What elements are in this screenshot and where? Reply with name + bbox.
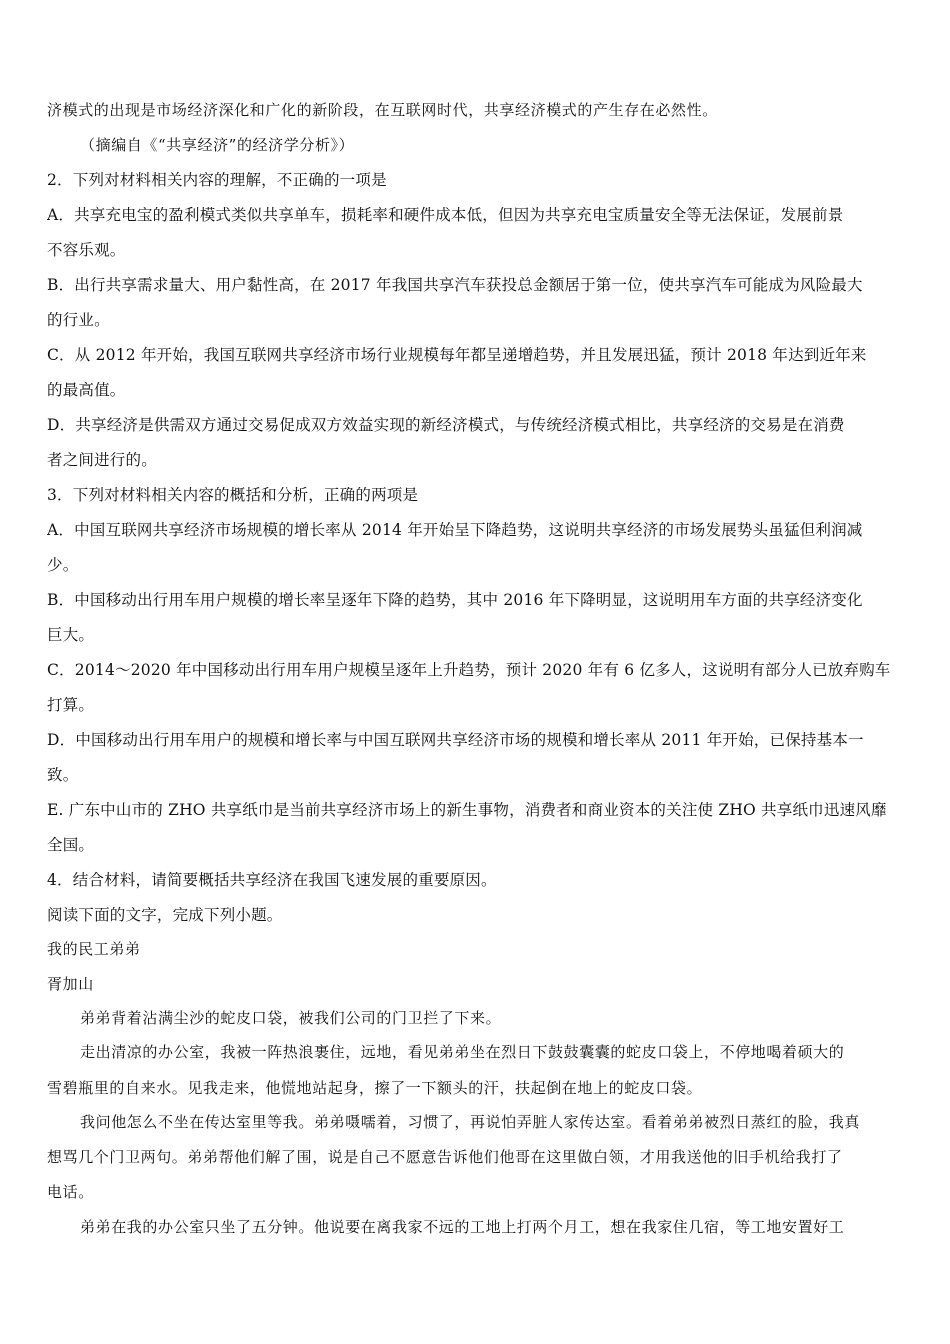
story-author: 胥加山 (47, 975, 94, 993)
q2-option-c: C．从 2012 年开始，我国互联网共享经济市场行业规模每年都呈递增趋势，并且发展迅猛，预计 2018 年达到近年来 (47, 346, 867, 364)
source-citation: （摘编自《“共享经济”的经济学分析》） (80, 136, 355, 154)
q3-option-a: A．中国互联网共享经济市场规模的增长率从 2014 年开始呈下降趋势，这说明共享经济的市场发展势头虽猛但利润减 (47, 521, 863, 539)
q3-option-d-cont: 致。 (47, 766, 79, 784)
question-2-stem: 2．下列对材料相关内容的理解，不正确的一项是 (47, 171, 387, 189)
q3-option-e-cont: 全国。 (47, 836, 95, 854)
q2-option-c-cont: 的最高值。 (47, 381, 126, 399)
story-title: 我的民工弟弟 (47, 940, 141, 958)
q2-option-d-cont: 者之间进行的。 (47, 451, 157, 469)
story-paragraph-cont: 电话。 (47, 1183, 94, 1201)
q3-option-d: D．中国移动出行用车用户的规模和增长率与中国互联网共享经济市场的规模和增长率从 2011 年开始，已保持基本一 (47, 731, 864, 749)
story-paragraph: 我问他怎么不坐在传达室里等我。弟弟嗫嚅着，习惯了，再说怕弄脏人家传达室。看着弟弟被烈日蒸红的脸，我真 (80, 1113, 861, 1131)
q2-option-d: D．共享经济是供需双方通过交易促成双方效益实现的新经济模式，与传统经济模式相比，共享经济的交易是在消费 (47, 416, 845, 434)
story-paragraph: 弟弟在我的办公室只坐了五分钟。他说要在离我家不远的工地上打两个月工，想在我家住几宿，等工地安置好工 (80, 1218, 845, 1236)
reading-instruction: 阅读下面的文字，完成下列小题。 (47, 906, 283, 924)
story-paragraph-cont: 想骂几个门卫两句。弟弟帮他们解了围，说是自己不愿意告诉他们他哥在这里做白领，才用我送他的旧手机给我打了 (47, 1148, 843, 1166)
q3-option-b: B．中国移动出行用车用户规模的增长率呈逐年下降的趋势，其中 2016 年下降明显，这说明用车方面的共享经济变化 (47, 591, 863, 609)
q3-option-a-cont: 少。 (47, 556, 79, 574)
text-line: 济模式的出现是市场经济深化和广化的新阶段，在互联网时代，共享经济模式的产生存在必然性。 (47, 101, 718, 119)
q2-option-a: A．共享充电宝的盈利模式类似共享单车，损耗率和硬件成本低，但因为共享充电宝质量安全等无法保证，发展前景 (47, 206, 844, 224)
q2-option-b: B．出行共享需求量大、用户黏性高，在 2017 年我国共享汽车获投总金额居于第一位，使共享汽车可能成为风险最大 (47, 276, 863, 294)
q3-option-e: E. 广东中山市的 ZHO 共享纸巾是当前共享经济市场上的新生事物，消费者和商业资本的关注使 ZHO 共享纸巾迅速风靡 (47, 801, 887, 819)
story-paragraph: 走出清凉的办公室，我被一阵热浪裹住，远地，看见弟弟坐在烈日下鼓鼓囊囊的蛇皮口袋上，不停地喝着硕大的 (80, 1043, 845, 1061)
q3-option-c-cont: 打算。 (47, 696, 95, 714)
q3-option-b-cont: 巨大。 (47, 626, 95, 644)
story-paragraph-cont: 雪碧瓶里的自来水。见我走来，他慌地站起身，擦了一下额头的汗，扶起倒在地上的蛇皮口袋。 (47, 1079, 703, 1097)
q2-option-b-cont: 的行业。 (47, 311, 110, 329)
question-3-stem: 3．下列对材料相关内容的概括和分析，正确的两项是 (47, 486, 419, 504)
story-paragraph: 弟弟背着沾满尘沙的蛇皮口袋，被我们公司的门卫拦了下来。 (80, 1009, 502, 1027)
question-4-stem: 4．结合材料，请简要概括共享经济在我国飞速发展的重要原因。 (47, 871, 497, 889)
q3-option-c: C．2014～2020 年中国移动出行用车用户规模呈逐年上升趋势，预计 2020 年有 6 亿多人，这说明有部分人已放弃购车 (47, 661, 891, 679)
q2-option-a-cont: 不容乐观。 (47, 241, 126, 259)
